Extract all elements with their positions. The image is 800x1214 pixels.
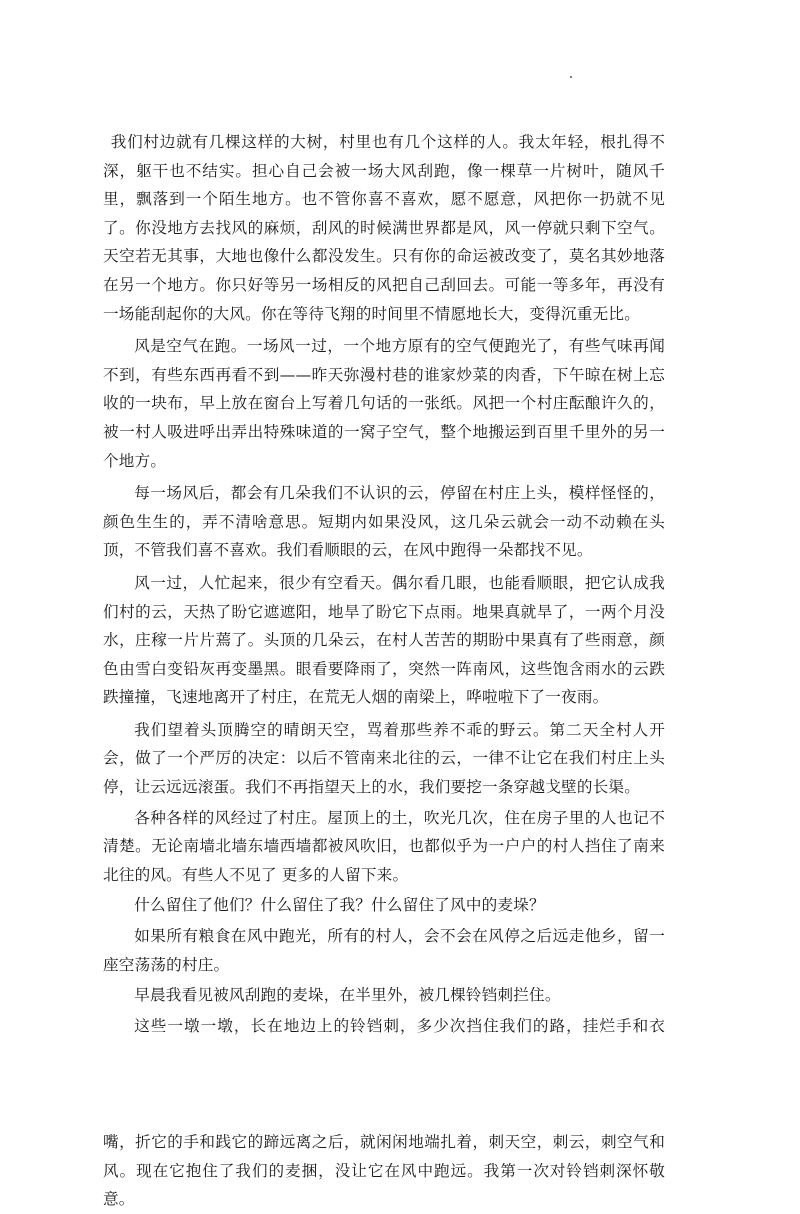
essay-body	[103, 128, 665, 1209]
paragraph-10: 这些一墩一墩，长在地边上的铃铛刺，多少次挡住我们的路，挂烂手和衣	[134, 1016, 665, 1035]
paragraph-4: 风一过，人忙起来，很少有空看天。偶尔看几眼，也能看顺眼，把它认成我们村的云，天热了盼它遮遮阳，地旱了盼它下点雨。地果真就旱了，一两个月没水，庄稼一片片蔫了。头顶的几朵云，在村人苦苦的期盼中果真有了些雨意，颜色由雪白变铅灰再变墨黑。眼看要降雨了，突然一阵南风，这些饱含雨水的云跌跌撞撞，飞速地离开了村庄，在荒无人烟的南梁上，哗啦啦下了一夜雨。	[103, 573, 665, 707]
paragraph-11: 嘴，折它的手和践它的蹄远离之后，就闲闲地端扎着，刺天空，刺云，刺空气和风。现在它抱住了我们的麦捆，没让它在风中跑远。我第一次对铃铛刺深怀敬意。	[103, 1133, 665, 1209]
paragraph-3: 每一场风后，都会有几朵我们不认识的云，停留在村庄上头，模样怪怪的，颜色生生的，弄不清啥意思。短期内如果没风，这几朵云就会一动不动赖在头顶，不管我们喜不喜欢。我们看顺眼的云，在风中跑得一朵都找不见。	[103, 484, 665, 560]
paragraph-9: 早晨我看见被风刮跑的麦垛，在半里外，被几棵铃铛刺拦住。	[134, 986, 561, 1005]
page-bottom-margin	[0, 1040, 800, 1129]
paragraph-1: 我们村边就有几棵这样的大树，村里也有几个这样的人。我太年轻，根扎得不深，躯干也不结实。担心自己会被一场大风刮跑，像一棵草一片树叶，随风千里，飘落到一个陌生地方。也不管你喜不喜欢，愿不愿意，风把你一扔就不见了。你没地方去找风的麻烦，刮风的时候满世界都是风，风一停就只剩下空气。天空若无其事，大地也像什么都没发生。只有你的命运被改变了，莫名其妙地落在另一个地方。你只好等另一场相反的风把自己刮回去。可能一等多年，再没有一场能刮起你的大风。你在等待飞翔的时间里不情愿地长大，变得沉重无比。	[103, 133, 665, 323]
paragraph-6: 各种各样的风经过了村庄。屋顶上的土，吹光几次，住在房子里的人也记不清楚。无论南墙北墙东墙西墙都被风吹旧，也都似乎为一户户的村人挡住了南来北往的风。有些人不见了 更多的人留下来。	[103, 808, 665, 884]
paragraph-5: 我们望着头顶腾空的晴朗天空，骂着那些养不乖的野云。第二天全村人开会，做了一个严厉的决定：以后不管南来北往的云，一律不让它在我们村庄上头停，让云远远滚蛋。我们不再指望天上的水，我们要挖一条穿越戈壁的长渠。	[103, 720, 665, 797]
scan-speck	[570, 76, 572, 78]
paragraph-8: 如果所有粮食在风中跑光，所有的村人，会不会在风停之后远走他乡，留一座空荡荡的村庄。	[103, 927, 665, 974]
paragraph-2: 风是空气在跑。一场风一过，一个地方原有的空气便跑光了，有些气味再闻不到，有些东西再看不到——昨天弥漫村巷的谁家炒菜的肉香，下午晾在树上忘收的一块布，早上放在窗台上写着几句话的一张纸。风把一个村庄酝酿许久的，被一村人吸进呼出弄出特殊味道的一窝子空气，整个地搬运到百里千里外的另一个地方。	[103, 337, 665, 470]
paragraph-7: 什么留住了他们？什么留住了我？什么留住了风中的麦垛？	[134, 896, 545, 915]
